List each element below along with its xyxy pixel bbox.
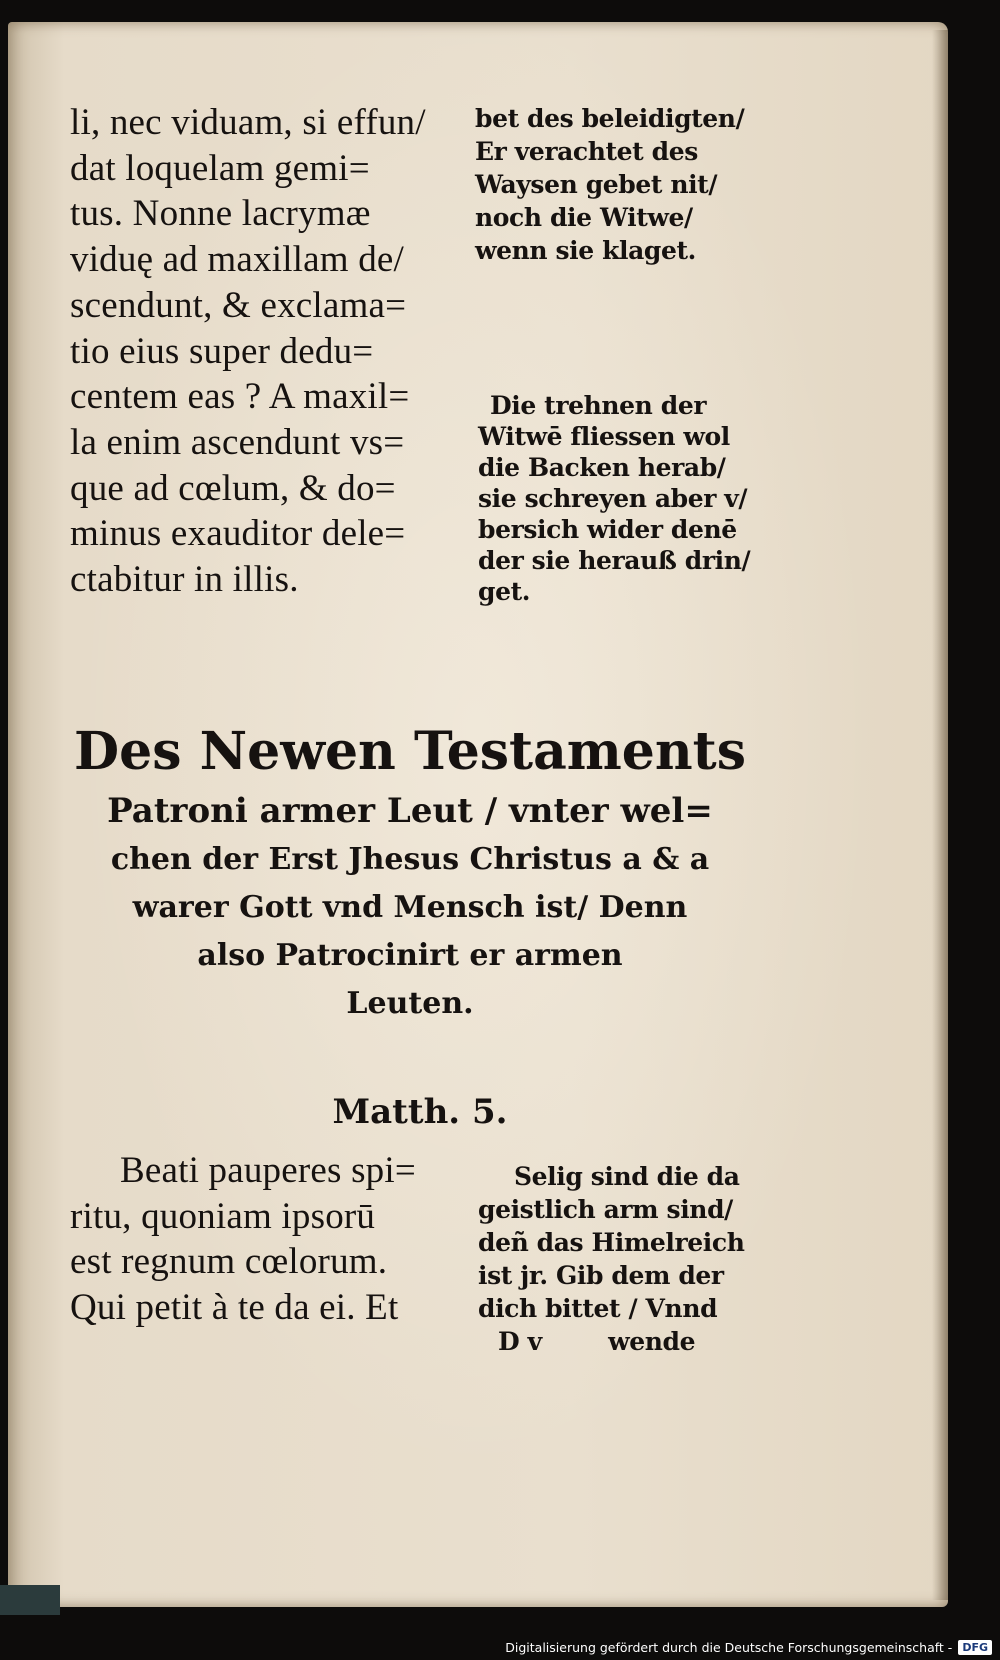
latin-line: viduę ad maxillam de/ bbox=[70, 239, 405, 281]
german-column-upper-a bbox=[475, 102, 744, 267]
german-line: dich bittet / Vnnd bbox=[478, 1294, 718, 1323]
latin-line: ritu, quoniam ipsorū bbox=[70, 1195, 376, 1237]
german-line: noch die Witwe/ bbox=[475, 203, 693, 232]
digitization-credit bbox=[505, 1636, 992, 1658]
german-line: Er verachtet des bbox=[475, 137, 698, 166]
german-line: D v wende bbox=[498, 1327, 696, 1356]
heading-line: also Patrocinirt er armen bbox=[197, 938, 623, 973]
heading-line: warer Gott vnd Mensch ist/ Denn bbox=[132, 890, 688, 925]
german-line: geistlich arm sind/ bbox=[478, 1195, 733, 1224]
latin-line: centem eas ? A maxil= bbox=[70, 376, 410, 418]
german-line: sie schreyen aber v/ bbox=[478, 484, 748, 513]
latin-line: minus exauditor dele= bbox=[70, 513, 406, 555]
heading-line: Patroni armer Leut / vnter wel= bbox=[107, 791, 713, 831]
heading-line: Leuten. bbox=[346, 986, 474, 1021]
heading-title: Des Newen Testaments bbox=[74, 721, 746, 782]
german-line: Witwē fliessen wol bbox=[478, 422, 730, 451]
latin-line: que ad cœlum, & do= bbox=[70, 467, 396, 509]
german-column-upper-b bbox=[478, 390, 751, 607]
dfg-logo: DFG bbox=[958, 1640, 992, 1655]
latin-line: la enim ascendunt vs= bbox=[70, 421, 405, 463]
german-line: Selig sind die da bbox=[514, 1162, 740, 1191]
scripture-reference: Matth. 5. bbox=[332, 1092, 508, 1132]
german-line: wenn sie klaget. bbox=[475, 236, 696, 265]
credit-text: Digitalisierung gefördert durch die Deutsche Forschungsgemeinschaft - bbox=[505, 1639, 953, 1655]
german-line: deñ das Himelreich bbox=[478, 1228, 745, 1257]
german-line: get. bbox=[478, 577, 531, 606]
latin-column-upper bbox=[70, 100, 426, 603]
german-column-lower bbox=[478, 1160, 744, 1358]
latin-line: li, nec viduam, si effun/ bbox=[70, 102, 426, 143]
latin-line: tio eius super dedu= bbox=[70, 330, 374, 372]
latin-line: dat loquelam gemi= bbox=[70, 147, 370, 189]
german-line: die Backen herab/ bbox=[478, 453, 726, 482]
german-line: bersich wider denē bbox=[478, 515, 737, 544]
german-line: Waysen gebet nit/ bbox=[475, 170, 718, 199]
german-line: Die trehnen der bbox=[490, 391, 707, 420]
book-spine-edge bbox=[0, 1585, 60, 1615]
latin-line: scendunt, & exclama= bbox=[70, 284, 407, 326]
latin-column-lower bbox=[70, 1148, 416, 1331]
german-line: ist jr. Gib dem der bbox=[478, 1261, 724, 1290]
heading-line: chen der Erst Jhesus Christus a & a bbox=[110, 842, 710, 877]
latin-line: ctabitur in illis. bbox=[70, 559, 299, 601]
german-line: der sie herauß drin/ bbox=[478, 546, 751, 575]
latin-line: est regnum cœlorum. bbox=[70, 1241, 388, 1283]
german-line: bet des beleidigten/ bbox=[475, 104, 745, 133]
latin-line: Qui petit à te da ei. Et bbox=[70, 1287, 399, 1329]
section-heading bbox=[60, 718, 760, 1028]
latin-line: tus. Nonne lacrymæ bbox=[70, 193, 371, 235]
latin-line: Beati pauperes spi= bbox=[120, 1150, 416, 1191]
